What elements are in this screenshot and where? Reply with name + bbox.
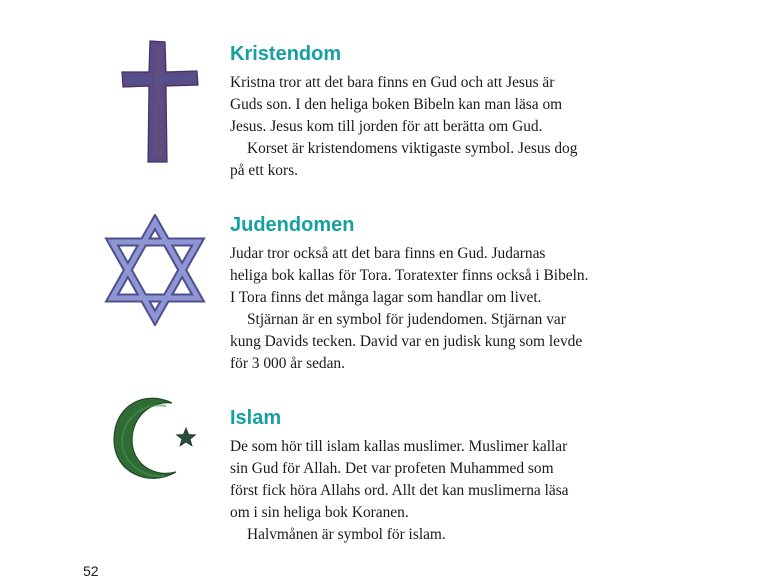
text-line: I Tora finns det många lagar som handlar om livet. (230, 289, 542, 306)
heading-kristendom: Kristendom (230, 43, 342, 65)
text-line: heliga bok kallas för Tora. Toratexter finns också i Bibeln. (230, 267, 589, 284)
text-line: kung Davids tecken. David var en judisk kung som levde (230, 333, 583, 350)
text-line: Kristna tror att det bara finns en Gud och att Jesus är (230, 74, 555, 91)
text-line: Jesus. Jesus kom till jorden för att berätta om Gud. (230, 118, 543, 135)
text-line: på ett kors. (230, 162, 298, 179)
text-line: Judar tror också att det bara finns en Gud. Judarnas (230, 245, 546, 262)
text-line: för 3 000 år sedan. (230, 355, 345, 372)
star-of-david-icon (102, 214, 208, 326)
text-line: Stjärnan är en symbol för judendomen. Stjärnan var (247, 311, 566, 328)
text-line: Guds son. I den heliga boken Bibeln kan man läsa om (230, 96, 563, 113)
text-line: Korset är kristendomens viktigaste symbol. Jesus dog (247, 140, 578, 157)
text-line: sin Gud för Allah. Det var profeten Muhammed som (230, 460, 554, 477)
text-line: om i sin heliga bok Koranen. (230, 504, 409, 521)
text-islam (230, 436, 630, 546)
page-number: 52 (83, 563, 99, 579)
heading-judendomen: Judendomen (230, 214, 355, 236)
text-line: Halvmånen är symbol för islam. (247, 526, 446, 543)
text-judendomen (230, 243, 630, 375)
crescent-star-icon (106, 392, 202, 486)
cross-icon (118, 38, 200, 166)
text-line: De som hör till islam kallas muslimer. Muslimer kallar (230, 438, 568, 455)
heading-islam: Islam (230, 407, 282, 429)
text-line: först fick höra Allahs ord. Allt det kan muslimerna läsa (230, 482, 569, 499)
text-kristendom (230, 72, 630, 182)
